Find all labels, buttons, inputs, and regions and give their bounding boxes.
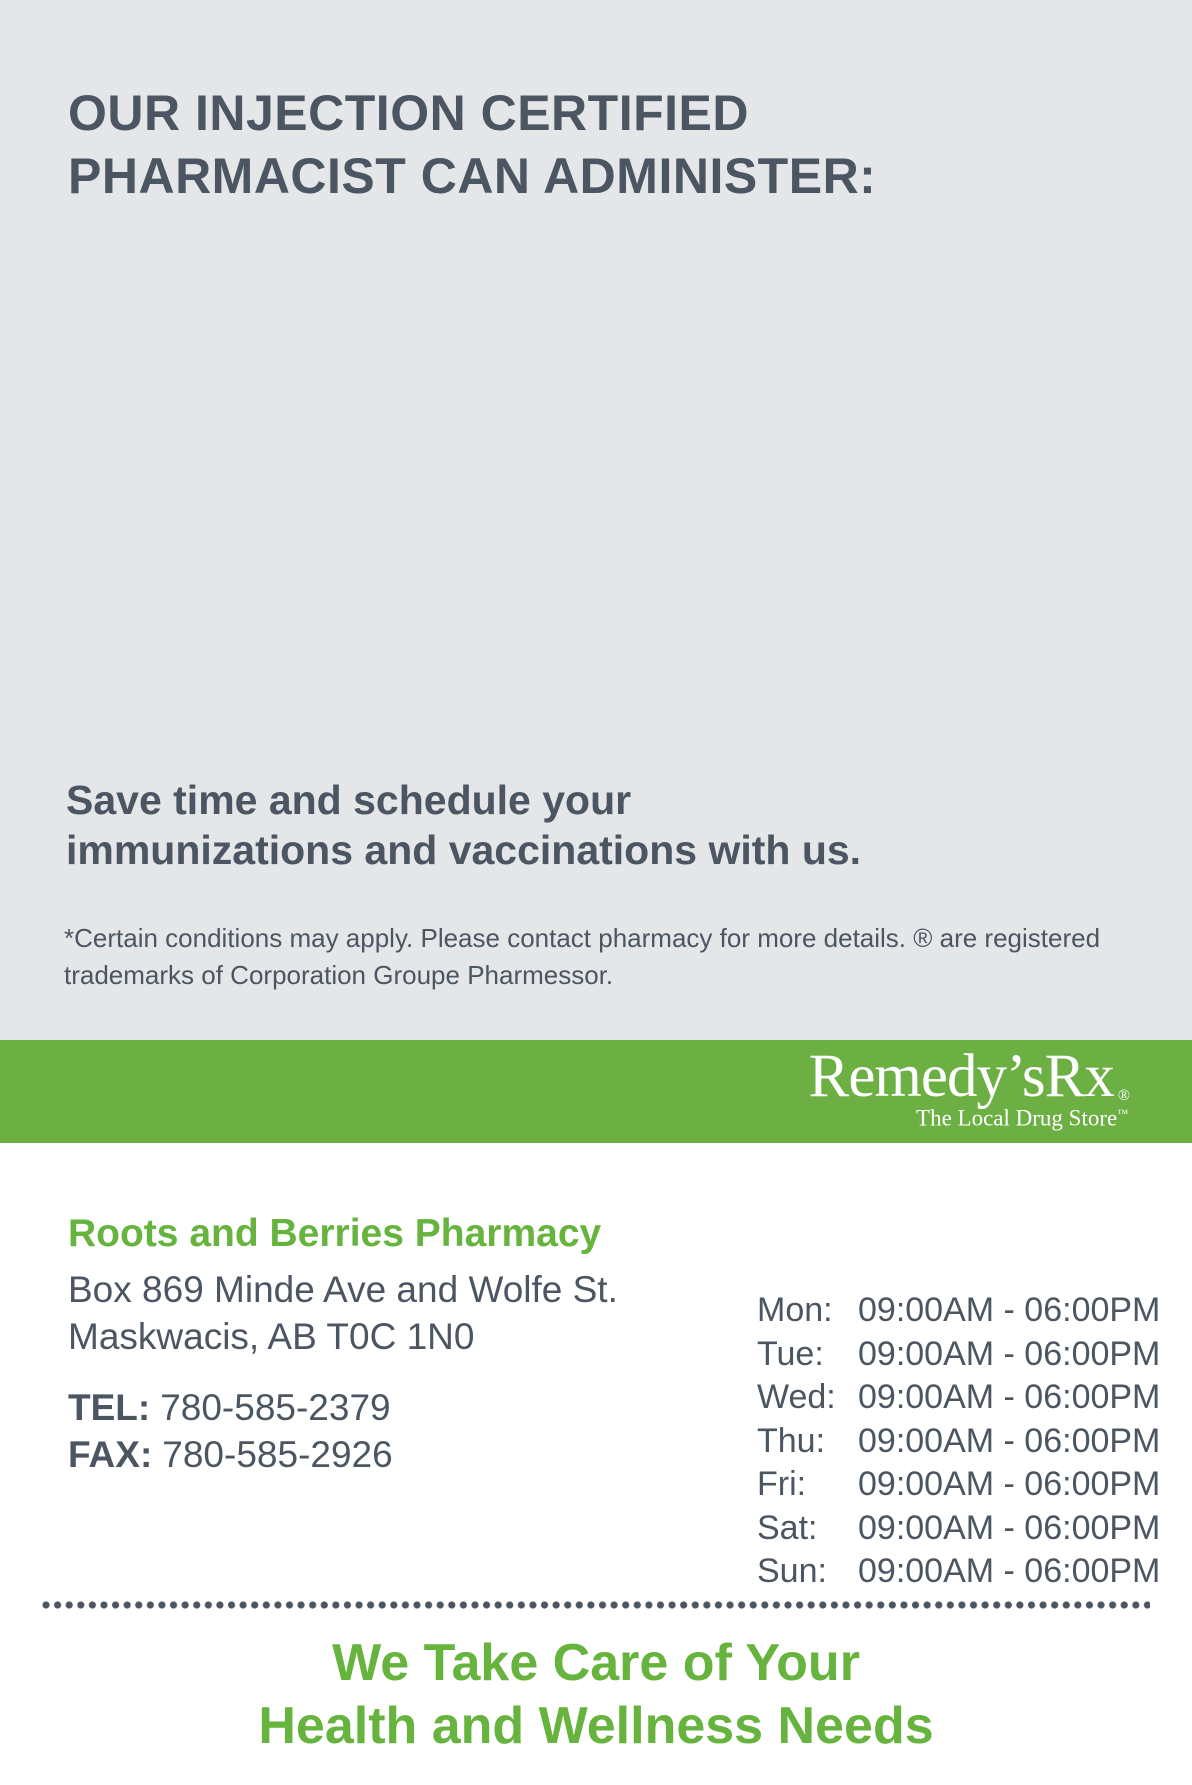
hours-time: 09:00AM - 06:00PM	[858, 1334, 1161, 1373]
hours-row-wed	[757, 1376, 1160, 1420]
hours-day: Mon:	[757, 1291, 833, 1329]
hours-day: Fri:	[757, 1465, 807, 1503]
footer-tagline	[0, 1632, 1192, 1758]
tel-row	[68, 1384, 393, 1431]
registered-trademark-icon: ®	[1117, 1087, 1130, 1104]
hours-time: 09:00AM - 06:00PM	[858, 1465, 1161, 1503]
hero-heading-line2: PHARMACIST CAN ADMINISTER:	[68, 148, 877, 204]
hero-heading	[68, 82, 876, 208]
address-line2: Maskwacis, AB T0C 1N0	[68, 1316, 475, 1357]
hero-subheading-line2: immunizations and vaccinations with us.	[66, 827, 862, 873]
hero-heading-line1: OUR INJECTION CERTIFIED	[68, 85, 749, 141]
trademark-icon: ™	[1117, 1108, 1128, 1120]
tel-label: TEL:	[68, 1387, 151, 1428]
hours-day: Tue:	[757, 1334, 824, 1373]
hours-row-fri	[757, 1463, 1160, 1507]
logo-wordmark: Remedy’sRx	[808, 1043, 1114, 1110]
fax-number: 780-585-2926	[162, 1434, 393, 1475]
fax-label: FAX:	[68, 1434, 153, 1475]
logo-tagline-text: The Local Drug Store	[916, 1105, 1118, 1131]
hours-time: 09:00AM - 06:00PM	[858, 1421, 1161, 1460]
hours-row-thu	[757, 1420, 1160, 1464]
hours-day: Sat:	[757, 1508, 818, 1547]
hours-day: Sun:	[757, 1552, 827, 1590]
hours-row-mon	[757, 1289, 1160, 1333]
hours-time: 09:00AM - 06:00PM	[858, 1378, 1161, 1416]
hours-row-tue	[757, 1333, 1160, 1377]
hero-subheading	[66, 775, 861, 875]
hours-day: Thu:	[757, 1421, 826, 1460]
pharmacy-name: Roots and Berries Pharmacy	[68, 1212, 602, 1255]
footer-tagline-line1: We Take Care of Your	[332, 1634, 860, 1692]
hours-day: Wed:	[757, 1378, 836, 1416]
address-line1: Box 869 Minde Ave and Wolfe St.	[68, 1269, 618, 1310]
dotted-divider	[42, 1600, 1150, 1610]
store-hours	[757, 1289, 1160, 1594]
hours-time: 09:00AM - 06:00PM	[858, 1508, 1161, 1547]
hours-row-sat	[757, 1507, 1160, 1551]
hours-time: 09:00AM - 06:00PM	[858, 1552, 1161, 1590]
hero-subheading-line1: Save time and schedule your	[66, 777, 632, 823]
brand-bar	[0, 1040, 1192, 1143]
remedysrx-logo	[808, 1043, 1130, 1131]
pharmacy-phones	[68, 1384, 393, 1478]
hours-time: 09:00AM - 06:00PM	[858, 1291, 1161, 1329]
pharmacy-address	[68, 1266, 618, 1360]
fax-row	[68, 1431, 393, 1478]
disclaimer-text: *Certain conditions may apply. Please contact pharmacy for more details. ® are registered trademarks of Corporation Groupe Pharmessor.	[64, 923, 1101, 990]
tel-number: 780-585-2379	[160, 1387, 391, 1428]
hours-row-sun	[757, 1550, 1160, 1594]
footer-tagline-line2: Health and Wellness Needs	[258, 1697, 934, 1755]
